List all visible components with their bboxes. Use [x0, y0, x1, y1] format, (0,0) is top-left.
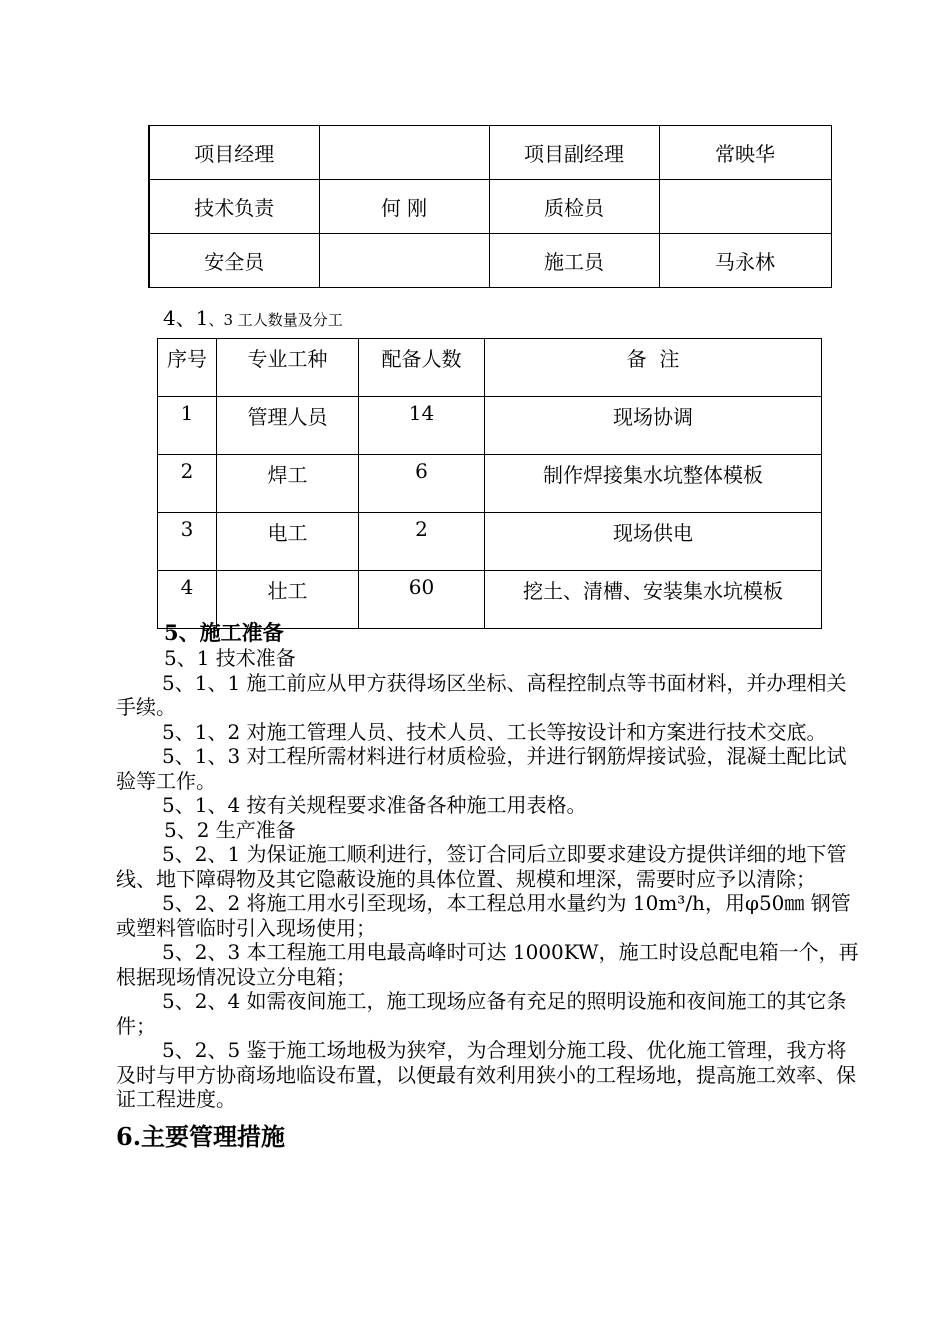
section-6-title: 6.主要管理措施 — [116, 1121, 286, 1151]
table-cell: 1 — [158, 397, 217, 455]
table-cell: 2 — [359, 513, 485, 571]
table-cell: 何 刚 — [319, 180, 489, 234]
paragraph-5-1-2: 5、1、2 对施工管理人员、技术人员、工长等按设计和方案进行技术交底。 — [162, 719, 827, 744]
table-cell: 管理人员 — [217, 397, 359, 455]
table-cell: 60 — [359, 571, 485, 629]
table-row — [158, 513, 822, 571]
table-cell: 电工 — [217, 513, 359, 571]
table-cell: 4 — [158, 571, 217, 629]
paragraph-5-2-2: 5、2、2 将施工用水引至现场，本工程总用水量约为 10m³/h，用φ50㎜ 钢管或塑料管临时引入现场使用； — [116, 891, 851, 940]
table-cell: 现场协调 — [485, 397, 822, 455]
table-cell: 2 — [158, 455, 217, 513]
table-cell: 项目副经理 — [489, 126, 659, 180]
table-cell: 制作焊接集水坑整体模板 — [485, 455, 822, 513]
column-header: 备 注 — [485, 339, 822, 397]
paragraph-5-2-5: 5、2、5 鉴于施工场地极为狭窄，为合理划分施工段、优化施工管理，我方将及时与甲方协商场地临设布置，以便最有效利用狭小的工程场地，提高施工效率、保证工程进度。 — [116, 1038, 856, 1111]
section-5-2-title: 5、2 生产准备 — [164, 817, 296, 842]
body-text — [116, 620, 866, 1152]
staff-table — [157, 338, 822, 629]
table-row — [158, 397, 822, 455]
paragraph-5-1-4: 5、1、4 按有关规程要求准备各种施工用表格。 — [162, 793, 587, 817]
table-cell — [319, 234, 489, 288]
table-row — [158, 455, 822, 513]
table-cell: 焊工 — [217, 455, 359, 513]
table-cell: 技术负责 — [149, 180, 319, 234]
table-cell: 质检员 — [489, 180, 659, 234]
table-cell: 项目经理 — [149, 126, 319, 180]
paragraph-5-1-1: 5、1、1 施工前应从甲方获得场区坐标、高程控制点等书面材料，并办理相关手续。 — [116, 670, 847, 719]
paragraph-5-2-3: 5、2、3 本工程施工用电最高峰时可达 1000KW，施工时设总配电箱一个，再根据现场情况设立分电箱； — [116, 940, 859, 989]
table-cell: 现场供电 — [485, 513, 822, 571]
table-header-row — [158, 339, 822, 397]
table-row — [149, 126, 831, 180]
table-cell: 常映华 — [659, 126, 831, 180]
table-cell: 壮工 — [217, 571, 359, 629]
paragraph-5-2-4: 5、2、4 如需夜间施工，施工现场应备有充足的照明设施和夜间施工的其它条件； — [116, 989, 847, 1038]
caption-suffix: 、3 工人数量及分工 — [208, 311, 343, 329]
table-cell — [659, 180, 831, 234]
table-row — [149, 234, 831, 288]
table-cell: 安全员 — [149, 234, 319, 288]
section-5-title: 5、施工准备 — [164, 620, 284, 645]
column-header: 专业工种 — [217, 339, 359, 397]
column-header: 配备人数 — [359, 339, 485, 397]
table-cell: 挖土、清槽、安装集水坑模板 — [485, 571, 822, 629]
table-cell: 14 — [359, 397, 485, 455]
table-cell: 马永林 — [659, 234, 831, 288]
paragraph-5-2-1: 5、2、1 为保证施工顺利进行，签订合同后立即要求建设方提供详细的地下管线、地下障碍物及其它隐蔽设施的具体位置、规模和埋深，需要时应予以清除； — [116, 842, 847, 891]
table-row — [149, 180, 831, 234]
column-header: 序号 — [158, 339, 217, 397]
section-5-1-title: 5、1 技术准备 — [164, 646, 296, 670]
paragraph-5-1-3: 5、1、3 对工程所需材料进行材质检验，并进行钢筋焊接试验，混凝土配比试验等工作。 — [116, 744, 847, 793]
caption-prefix: 4、1 — [163, 306, 209, 330]
table-cell — [319, 126, 489, 180]
table-cell: 3 — [158, 513, 217, 571]
roles-table — [148, 125, 832, 288]
table-cell: 6 — [359, 455, 485, 513]
table-cell: 施工员 — [489, 234, 659, 288]
staff-table-caption — [163, 302, 343, 331]
